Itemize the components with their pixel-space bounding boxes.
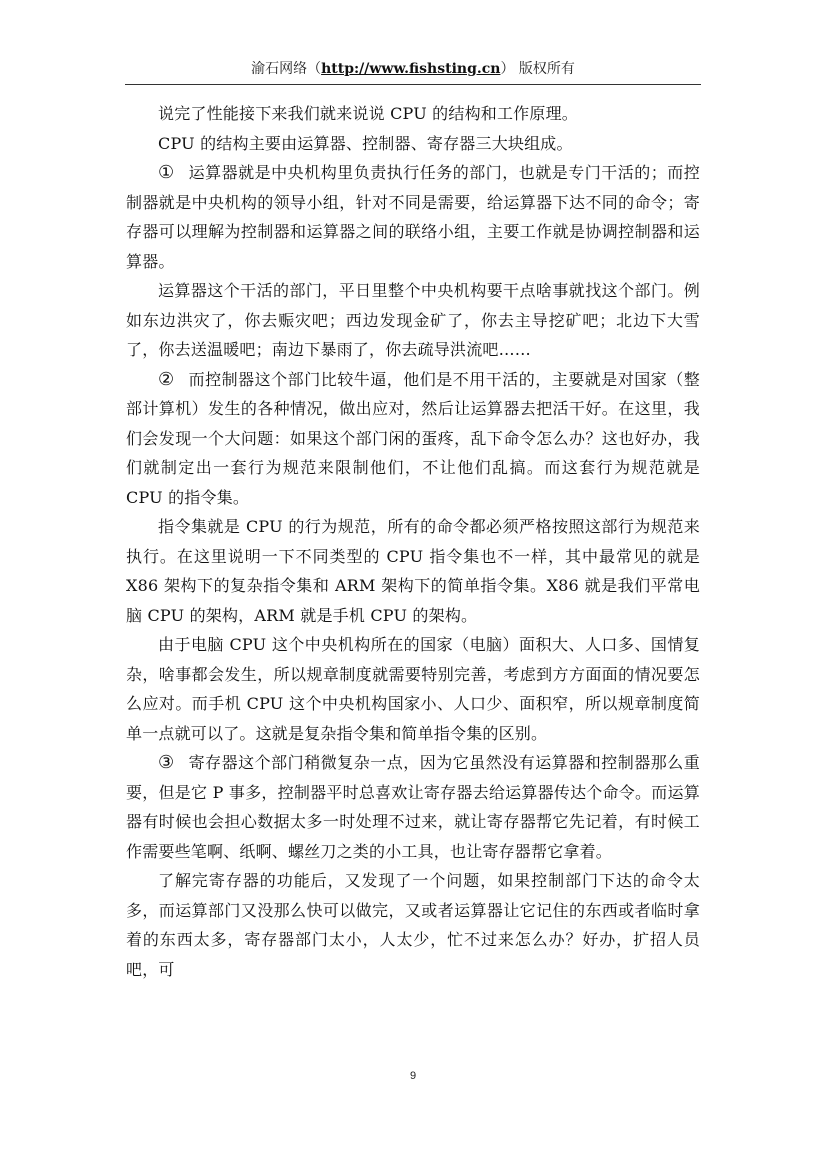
paragraph-register-problem: 了解完寄存器的功能后，又发现了一个问题，如果控制部门下达的命令太多，而运算部门又没那么快可以做完，又或者运算器让它记住的东西或者临时拿着的东西太多，寄存器部门太小，人太少，忙不过来怎么办？好办，扩招人员吧，可 xyxy=(126,871,700,979)
header-suffix: ） 版权所有 xyxy=(500,61,575,77)
header-divider xyxy=(125,84,701,85)
circled-number-marker: ① xyxy=(158,162,175,183)
page-header xyxy=(125,58,701,82)
paragraph-item-2: ② 而控制器这个部门比较牛逼，他们是不用干活的，主要就是对国家（整部计算机）发生的各种情况，做出应对，然后让运算器去把活干好。在这里，我们会发现一个大问题：如果这个部门闲的蛋疼，乱下命令怎么办？这也好办，我们就制定出一套行为规范来限制他们，不让他们乱搞。而这套行为规范就是 CPU 的指令集。 xyxy=(126,368,701,507)
header-prefix: 渝石网络（ xyxy=(251,61,322,77)
page-number: 9 xyxy=(409,1070,417,1082)
paragraph-intro: 说完了性能接下来我们就来说说 CPU 的结构和工作原理。 xyxy=(158,104,578,123)
circled-number-marker: ③ xyxy=(158,752,175,773)
paragraph-item-1: ① 运算器就是中央机构里负责执行任务的部门，也就是专门干活的；而控制器就是中央机构的领导小组，针对不同是需要，给运算器下达不同的命令；寄存器可以理解为控制器和运算器之间的联络小组，主要工作就是协调控制器和运算器。 xyxy=(126,162,701,271)
paragraph-item-3: ③ 寄存器这个部门稍微复杂一点，因为它虽然没有运算器和控制器那么重要，但是它 P 事多，控制器平时总喜欢让寄存器去给运算器传达个命令。而运算器有时候也会担心数据太多一时处理不过来，就让寄存器帮它先记着，有时候工作需要些笔啊、纸啊、螺丝刀之类的小工具，也让寄存器帮它拿着。 xyxy=(126,752,701,861)
document-body xyxy=(126,99,700,984)
paragraph-cisc-risc: 由于电脑 CPU 这个中央机构所在的国家（电脑）面积大、人口多、国情复杂，啥事都会发生，所以规章制度就需要特别完善，考虑到方方面面的情况要怎么应对。而手机 CPU 这个中央机构国家小、人口少、面积窄，所以规章制度简单一点就可以了。这就是复杂指令集和简单指令集的区别。 xyxy=(126,635,700,743)
header-url-link[interactable]: http://www.fishsting.cn xyxy=(321,61,501,77)
paragraph-alu: 运算器这个干活的部门，平日里整个中央机构要干点啥事就找这个部门。例如东边洪灾了，你去赈灾吧；西边发现金矿了，你去主导挖矿吧；北边下大雪了，你去送温暖吧；南边下暴雨了，你去疏导洪流吧…… xyxy=(126,281,700,359)
paragraph-instruction-set: 指令集就是 CPU 的行为规范，所有的命令都必须严格按照这部行为规范来执行。在这里说明一下不同类型的 CPU 指令集也不一样，其中最常见的就是 X86 架构下的复杂指令集和 ARM 架构下的简单指令集。X86 就是我们平常电脑 CPU 的架构，ARM 就是手机 CPU 的架构。 xyxy=(126,517,700,625)
paragraph-cpu-structure: CPU 的结构主要由运算器、控制器、寄存器三大块组成。 xyxy=(158,133,573,153)
circled-number-marker: ② xyxy=(158,368,175,390)
